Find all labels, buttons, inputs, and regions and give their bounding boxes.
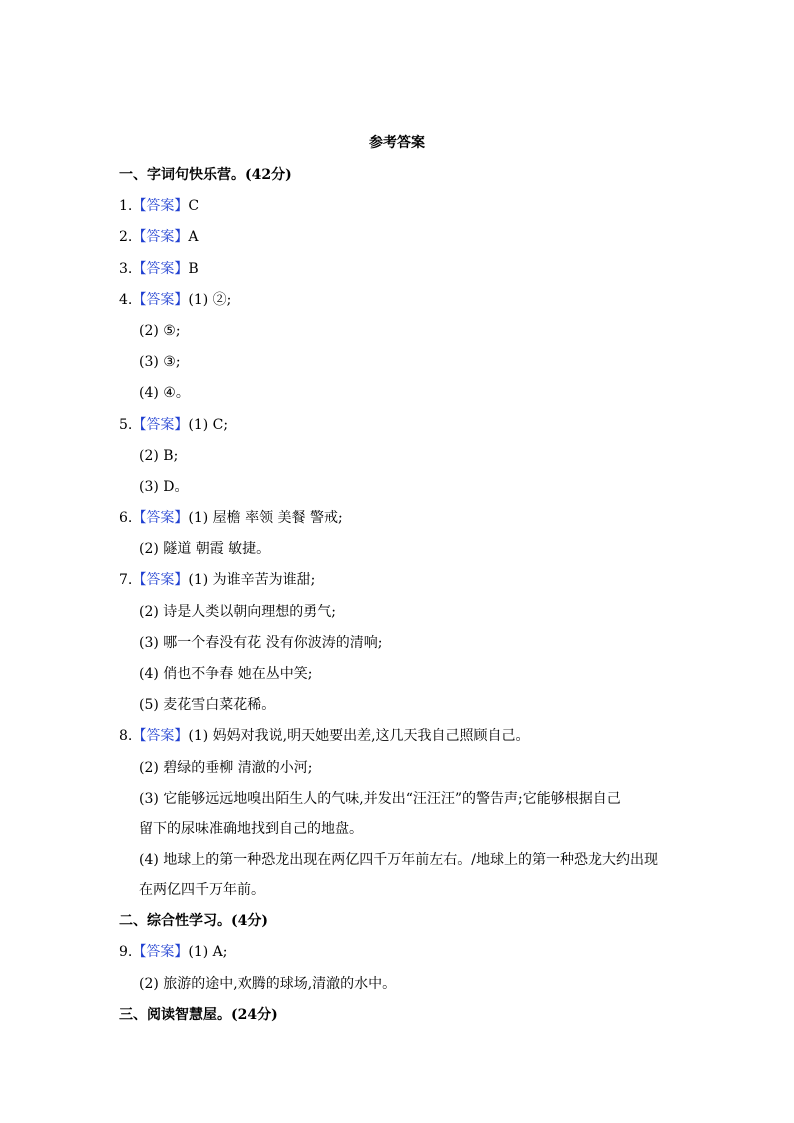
answer-q8-sub-4-line-1: (4) 地球上的第一种恐龙出现在两亿四千万年前左右。/地球上的第一种恐龙大约出现 <box>139 851 658 868</box>
question-number: 1. <box>119 198 133 215</box>
question-number: 4. <box>119 291 133 308</box>
answer-q7 <box>119 570 679 590</box>
answer-tag: 【答案】 <box>132 198 189 215</box>
answer-text: (1) 为谁辛苦为谁甜; <box>188 572 316 589</box>
answer-q8 <box>119 726 679 746</box>
answer-q4-sub-2: (2) ⑤; <box>139 322 181 339</box>
answer-text: (1) 妈妈对我说,明天她要出差,这几天我自己照顾自己。 <box>188 728 530 745</box>
answer-tag: 【答案】 <box>132 291 189 308</box>
answer-q3 <box>119 259 679 279</box>
answer-q8-sub-2: (2) 碧绿的垂柳 清澈的小河; <box>139 759 313 776</box>
answer-q8-sub-3-line-2: 留下的尿味准确地找到自己的地盘。 <box>139 820 363 837</box>
section-heading-1: 一、字词句快乐营。(42分) <box>119 167 292 183</box>
answer-q5-sub-2: (2) B; <box>139 447 179 464</box>
answer-text: (1) 屋檐 率领 美餐 警戒; <box>188 510 343 527</box>
answer-text: C <box>188 198 200 215</box>
question-number: 7. <box>119 572 133 589</box>
answer-q7-sub-2: (2) 诗是人类以朝向理想的勇气; <box>139 603 336 620</box>
answer-text: (1) A; <box>188 944 228 961</box>
answer-q4 <box>119 290 679 310</box>
answer-q4-sub-4: (4) ④。 <box>139 385 190 402</box>
section-heading-3: 三、阅读智慧屋。(24分) <box>119 1006 278 1023</box>
answer-tag: 【答案】 <box>132 416 189 433</box>
answer-text: (1) C; <box>188 416 229 433</box>
question-number: 2. <box>119 229 133 246</box>
question-number: 9. <box>119 944 133 961</box>
answer-q8-sub-3-line-1: (3) 它能够远远地嗅出陌生人的气味,并发出“汪汪汪”的警告声;它能够根据自己 <box>139 790 621 807</box>
answer-tag: 【答案】 <box>132 510 189 527</box>
answer-q7-sub-5: (5) 麦花雪白菜花稀。 <box>139 697 276 714</box>
answer-q7-sub-4: (4) 俏也不争春 她在丛中笑; <box>139 666 313 682</box>
answer-tag: 【答案】 <box>132 572 189 589</box>
answer-q7-sub-3: (3) 哪一个春没有花 没有你波涛的清响; <box>139 634 383 651</box>
answer-content <box>119 165 679 1036</box>
answer-q1 <box>119 196 679 216</box>
answer-tag: 【答案】 <box>132 728 189 745</box>
answer-text: A <box>188 229 199 246</box>
question-number: 3. <box>119 260 133 277</box>
answer-q9-sub-2: (2) 旅游的途中,欢腾的球场,清澈的水中。 <box>139 975 397 992</box>
answer-tag: 【答案】 <box>132 260 189 277</box>
question-number: 5. <box>119 416 133 433</box>
question-number: 6. <box>119 510 133 527</box>
page-title: 参考答案 <box>369 135 425 151</box>
answer-tag: 【答案】 <box>132 944 189 961</box>
answer-tag: 【答案】 <box>132 229 189 246</box>
question-number: 8. <box>119 728 133 745</box>
answer-q4-sub-3: (3) ③; <box>139 354 181 371</box>
answer-q2 <box>119 227 679 247</box>
answer-q9 <box>119 942 679 962</box>
answer-text: B <box>188 260 199 277</box>
answer-text: (1) ②; <box>188 291 232 308</box>
answer-q5 <box>119 415 679 435</box>
answer-q6 <box>119 508 679 528</box>
answer-q8-sub-4-line-2: 在两亿四千万年前。 <box>139 881 265 898</box>
section-heading-2: 二、综合性学习。(4分) <box>119 913 268 930</box>
answer-q5-sub-3: (3) D。 <box>139 478 189 495</box>
answer-q6-sub-2: (2) 隧道 朝霞 敏捷。 <box>139 541 271 558</box>
